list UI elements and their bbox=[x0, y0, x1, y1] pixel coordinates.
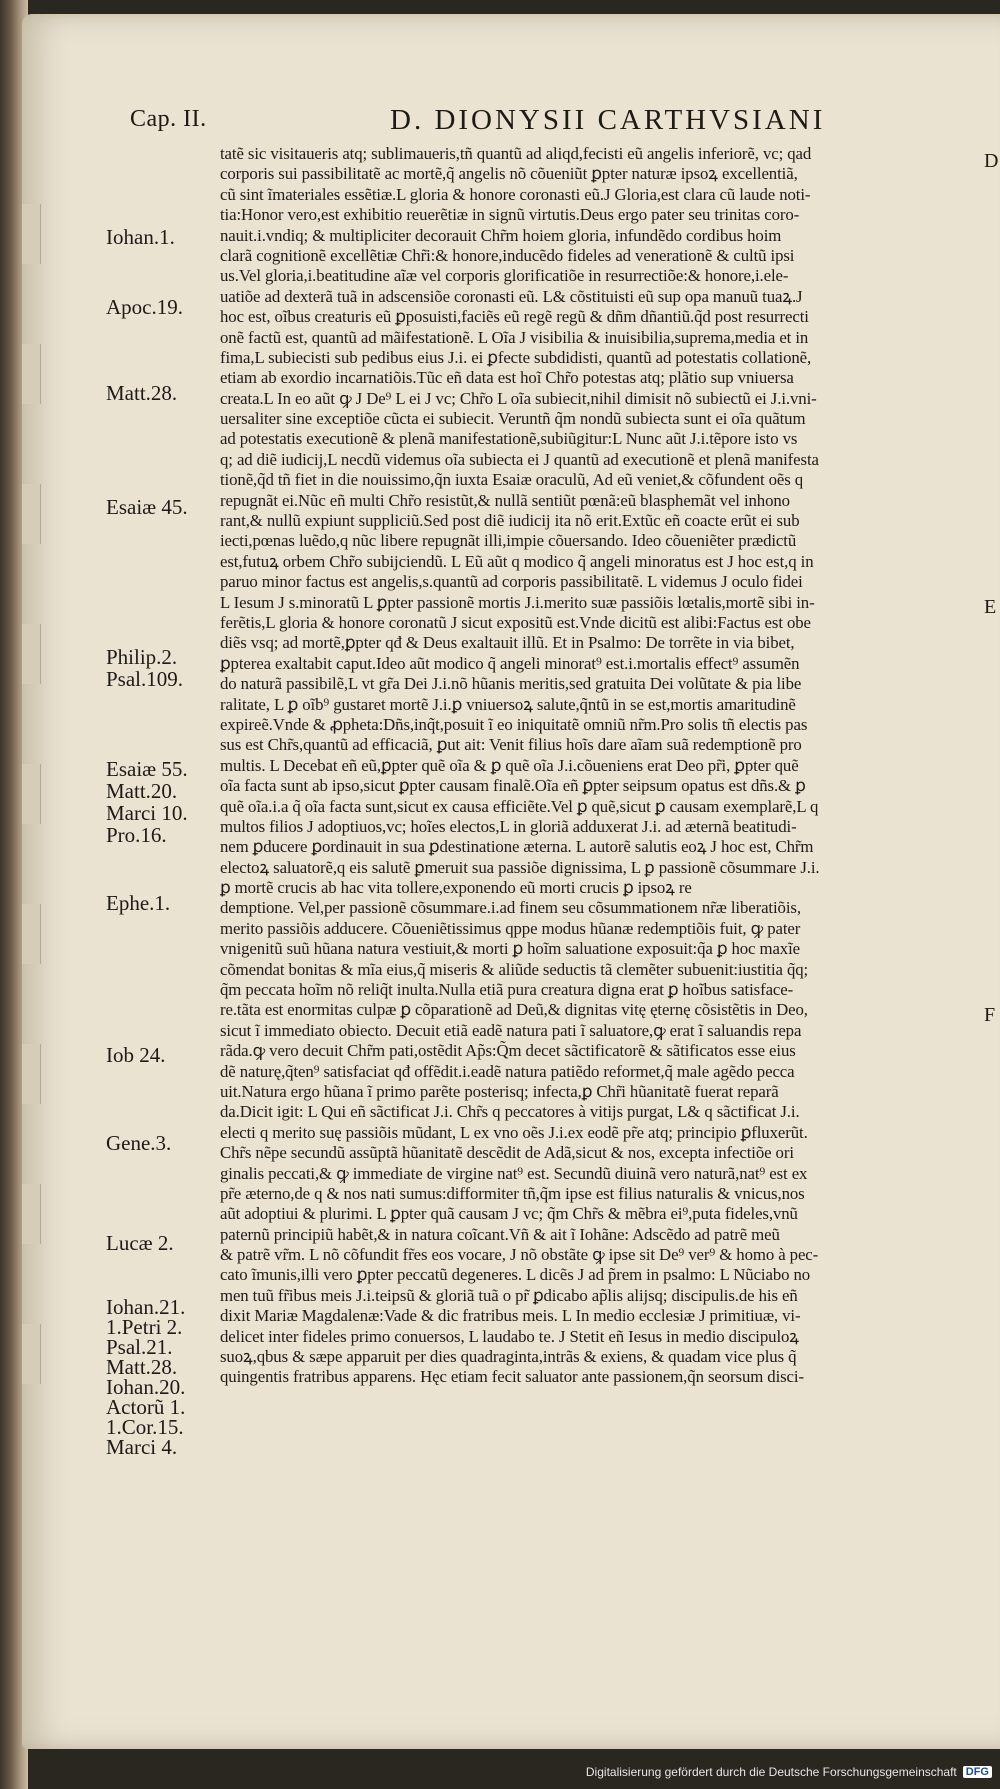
section-marker: D bbox=[984, 150, 999, 172]
text-line: nem ꝑducere ꝑordinauit in sua ꝑdestinatione æterna. L autorẽ salutis eoꝝ J hoc est, Chr̃m bbox=[220, 837, 814, 857]
text-line: vnigenitũ suũ hũana natura vestiuit,& morti ꝑ hoĩm saluatione exposuit:q̃a ꝑ hoc maxĩe bbox=[220, 939, 800, 959]
text-line: ginalis peccati,& ꝙ immediate de virgine nat⁹ est. Secundũ diuinã vero naturã,nat⁹ est ex bbox=[220, 1163, 808, 1183]
page-tab bbox=[22, 764, 41, 824]
margin-reference: Iob 24. bbox=[106, 1043, 166, 1067]
digitization-credit bbox=[586, 1763, 992, 1781]
text-line: us.Vel gloria,i.beatitudine aĩæ vel corporis glorificatiõe in resurrectiõe:& honore,i.ele- bbox=[220, 266, 789, 286]
text-line: corporis sui passibilitatẽ ac mortẽ,q̃ angelis nõ cõueniũt ꝑpter naturæ ipsoꝝ excellentiã, bbox=[220, 164, 798, 184]
margin-reference: Matt.20. bbox=[106, 779, 178, 803]
margin-reference: Esaiæ 55. bbox=[106, 757, 188, 781]
text-line: q̃m peccata hoĩm nõ reliq̃t inulta.Nulla etiã pura creatura digna erat ꝑ hoĩbus satisface- bbox=[220, 980, 794, 1000]
text-line: rãda.ꝙ vero decuit Chr̃m pati,ostẽdit Ap̃s:Q̃m decet sãctificatorẽ & sãtificatos esse eius bbox=[220, 1041, 796, 1061]
text-line: uatiõe ad dexterã tuã in adscensiõe coronasti eũ. L& cõstituisti eũ sup opa manuũ tuaꝝ.J bbox=[220, 286, 803, 306]
text-line: dixit Mariæ Magdalenæ:Vade & dic fratribus meis. L In medio ecclesiæ J primitiuæ, vi- bbox=[220, 1306, 801, 1326]
margin-reference: Lucæ 2. bbox=[106, 1231, 174, 1255]
text-line: cũ sint ĩmateriales essẽtiæ.L gloria & honore coronasti eũ.J Gloria,est clara cũ laude noti- bbox=[220, 184, 811, 204]
text-line: quẽ oĩa.i.a q̃ oĩa facta sunt,sicut ex causa efficiẽte.Vel ꝑ quẽ,sicut ꝑ causam exemplarẽ,L q bbox=[220, 796, 819, 816]
margin-reference: Marci 10. bbox=[106, 801, 188, 825]
commentary-text bbox=[220, 144, 978, 1388]
text-line: rant,& nullũ expiunt suppliciũ.Sed post diẽ iudicij ita nõ erit.Extũc eñ coacte erũt ei sub bbox=[220, 511, 800, 531]
text-line: ad potestatis executionẽ & plenã manifestationẽ,subiũgitur:L Nunc aũt J.i.tẽpore isto vs bbox=[220, 429, 798, 449]
text-line: cõmendat bonitas & mĩa eius,q̃ miseris & aliũde seductis tã clemẽter subuenit:iustitia q̃q; bbox=[220, 959, 809, 979]
page-title: D. DIONYSII CARTHVSIANI bbox=[390, 104, 826, 136]
text-line: electi q merito suę passiõis mũdant, L ex vno oẽs J.i.ex eodẽ pr̃e atq; principio ꝑfluxerũt. bbox=[220, 1122, 808, 1142]
text-line: sus est Chr̃s,quantũ ad efficaciã, ꝑut ait: Venit filius hoĩs dare aĩam suã redemptionẽ pro bbox=[220, 735, 802, 755]
text-line: nauit.i.vndiq; & multipliciter decorauit Chr̃m hoiem gloria, infundẽdo cordibus hoim bbox=[220, 225, 782, 245]
text-line: expireẽ.Vnde & ꝓpheta:Dñs,inq̃t,posuit ĩ eo iniquitatẽ omniũ nr̃m.Pro solis tñ electis pas bbox=[220, 714, 808, 734]
text-line: repugnãt ei.Nũc eñ multi Chr̃o resistũt,& nullã sentiũt pœnã:eũ blasphemãt vel inhono bbox=[220, 490, 790, 510]
text-line: aũt adoptiui & plurimi. L ꝑpter quã causam J vc; q̃m Chr̃s & mẽbra ei⁹,puta fideles,vnũ bbox=[220, 1204, 798, 1224]
page-tab bbox=[22, 484, 41, 544]
text-line: sicut ĩ immediato obiecto. Decuit etiã eadẽ natura pati ĩ saluatore,ꝙ erat ĩ saluandis repa bbox=[220, 1020, 802, 1040]
text-line: fima,L subiecisti sub pedibus eius J.i. ei ꝑfecte subdidisti, quantũ ad potestatis collationẽ, bbox=[220, 347, 812, 367]
page-tab bbox=[22, 1184, 41, 1244]
text-line: etiam ab exordio incarnatiõis.Tũc eñ data est hoĩ Chr̃o potestas atq; plãtio sup vniuersa bbox=[220, 368, 794, 388]
text-line: & patrẽ vr̃m. L nõ cõfundit fr̃es eos vocare, J nõ obstãte ꝙ ipse sit De⁹ ver⁹ & homo à pec- bbox=[220, 1245, 819, 1265]
margin-reference: Marci 4. bbox=[106, 1435, 178, 1459]
text-line: men tuũ fr̃ibus meis J.i.teipsũ & gloriã tuã o pr̃ ꝑdicabo ap̃lis alijsq; discipulis.de his eñ bbox=[220, 1285, 798, 1305]
margin-reference: Gene.3. bbox=[106, 1131, 172, 1155]
text-line: ꝑ mortẽ crucis ab hac vita tollere,exponendo eũ morti crucis ꝑ ipsoꝝ re bbox=[220, 878, 692, 898]
dfg-logo: DFG bbox=[963, 1766, 992, 1778]
margin-reference: Matt.28. bbox=[106, 381, 178, 405]
text-line: paternũ principiũ habẽt,& in natura coĩcant.Vñ & ait ĩ Iohãne: Adscẽdo ad patrẽ meũ bbox=[220, 1224, 780, 1244]
text-line: Chr̃s nẽpe secundũ assũptã hũanitatẽ descẽdit de Adã,sicut & nos, excepta infectiõe ori bbox=[220, 1143, 794, 1163]
running-head bbox=[130, 100, 990, 140]
text-line: merito passiõis adducere. Cõueniẽtissimus qppe modus hũanæ redemptiõis fuit, ꝙ pater bbox=[220, 918, 801, 938]
page-tab bbox=[22, 204, 41, 264]
text-line: delicet inter fideles primo conuersos, L laudabo te. J Stetit eñ Iesus in medio discipuloꝝ bbox=[220, 1326, 799, 1346]
margin-reference: Philip.2. bbox=[106, 645, 178, 669]
text-line: tia:Honor vero,est exhibitio reuerẽtiæ in signũ virtutis.Deus ergo pater seu trinitas coro- bbox=[220, 205, 800, 225]
margin-reference: Iohan.1. bbox=[106, 225, 175, 249]
text-line: hoc est, oĩbus creaturis eũ ꝑposuisti,faciẽs eũ regẽ regũ & dñm dñantiũ.q̃d post resurrecti bbox=[220, 307, 809, 327]
margin-reference: 1.Cor.15. bbox=[106, 1415, 184, 1439]
text-line: pr̃e æterno,de q & nos nati sumus:difformiter tñ,q̃m ipse est filius naturalis & vnicus,nos bbox=[220, 1183, 805, 1203]
margin-reference: Actorũ 1. bbox=[106, 1395, 186, 1419]
text-line: L Iesum J s.minoratũ L ꝑpter passionẽ mortis J.i.merito suæ passiõis lœtalis,mortẽ sibi in- bbox=[220, 592, 815, 612]
text-line: tionẽ,q̃d tñ fiet in die nouissimo,q̃n iuxta Esaiæ oraculũ, Ad eũ veniet,& cõfundent oẽs q bbox=[220, 470, 804, 490]
text-line: da.Dicit igit: L Qui eñ sãctificat J.i. Chr̃s q peccatores à vitijs purgat, L& q sãctificat J.i. bbox=[220, 1102, 800, 1122]
page-tab bbox=[22, 904, 41, 964]
text-line: re.tãta est enormitas culpæ ꝑ cõparationẽ ad Deũ,& dignitas vitę ęternę cõsistẽtis in Deo, bbox=[220, 1000, 808, 1020]
text-line: creata.L In eo aũt ꝙ J De⁹ L ei J vc; Chr̃o L oĩa subiecit,nihil dimisit nõ subiectũ ei J.i.vni- bbox=[220, 388, 817, 408]
text-line: ꝑpterea exaltabit caput.Ideo aũt modico q̃ angeli minorat⁹ est.i.mortalis effect⁹ assumẽn bbox=[220, 653, 800, 673]
page-tab bbox=[22, 1324, 41, 1384]
margin-reference: Ephe.1. bbox=[106, 891, 171, 915]
text-line: ferẽtis,L gloria & honore coronatũ J sicut expositũ est.Vnde dicitũ est alibi:Factus est obe bbox=[220, 612, 811, 632]
section-marker: F bbox=[984, 1004, 996, 1026]
text-line: quingentis fratribus apparens. Hęc etiam fecit saluator ante passionem,q̃n seorsum disci- bbox=[220, 1367, 804, 1387]
text-line: paruo minor factus est angelis,s.quantũ ad corporis passibilitatẽ. L videmus J oculo fidei bbox=[220, 572, 803, 592]
chapter-label: Cap. II. bbox=[130, 106, 207, 132]
text-line: dẽ naturę,q̃ten⁹ satisfaciat qđ offẽdit.i.eadẽ natura patiẽdo reformet,q̃ male agẽdo pecca bbox=[220, 1061, 795, 1081]
text-line: tatẽ sic visitaueris atq; sublimaueris,tñ quantũ ad aliqd,fecisti eũ angelis inferiorẽ, vc; qad bbox=[220, 144, 812, 163]
margin-references bbox=[96, 150, 216, 1710]
margin-reference: Pro.16. bbox=[106, 823, 167, 847]
margin-reference: 1.Petri 2. bbox=[106, 1315, 183, 1339]
text-line: cato ĩmunis,illi vero ꝑpter peccatũ degeneres. L dicẽs J ad p̃rem in psalmo: L Nũciabo no bbox=[220, 1265, 811, 1285]
text-line: multis. L Decebat eñ eũ,ꝑpter quẽ oĩa & ꝑ quẽ oĩa J.i.cõueniens erat Deo pr̃i, ꝑpter quẽ bbox=[220, 755, 799, 775]
text-line: est,futuꝝ orbem Chr̃o subijciendũ. L Eũ aũt q modico q̃ angeli minoratus est J hoc est,q in bbox=[220, 551, 814, 571]
text-line: ralitate, L ꝑ oĩb⁹ gustaret mortẽ J.i.ꝑ vniuersoꝝ salute,q̃ntũ in se est,mortis amaritudinẽ bbox=[220, 694, 796, 714]
text-line: oĩa facta sunt ab ipso,sicut ꝑpter causam finalẽ.Oĩa eñ ꝑpter seipsum opatus est dñs.& ꝑ bbox=[220, 776, 806, 796]
margin-reference: Apoc.19. bbox=[106, 295, 183, 319]
text-line: suoꝝ,qbus & sæpe apparuit per dies quadraginta,intrãs & exiens, & quadam vice plus q̃ bbox=[220, 1347, 797, 1367]
margin-reference: Matt.28. bbox=[106, 1355, 178, 1379]
margin-reference: Iohan.20. bbox=[106, 1375, 186, 1399]
page-tab bbox=[22, 344, 41, 404]
text-line: q; ad diẽ iudicij,L necdũ videmus oĩa subiecta ei J quantũ ad executionẽ et plenã manifesta bbox=[220, 449, 819, 469]
text-line: multos filios J adoptiuos,vc; hoĩes electos,L in gloriã adduxerat J.i. ad æternã beatitudi- bbox=[220, 816, 797, 836]
text-line: do naturã passibilẽ,L vt gr̃a Dei J.i.nõ hũanis meritis,sed gratuita Dei volũtate & pia libe bbox=[220, 674, 802, 694]
page-tab bbox=[22, 1044, 41, 1104]
margin-reference: Psal.21. bbox=[106, 1335, 173, 1359]
page-tab bbox=[22, 624, 41, 684]
margin-reference: Esaiæ 45. bbox=[106, 495, 188, 519]
text-line: uit.Natura ergo hũana ĩ primo parẽte posterisq; infecta,ꝑ Chr̃i hũanitatẽ fuerat reparã bbox=[220, 1081, 779, 1101]
text-line: iecti,pœnas luẽdo,q nũc libere repugnãt illi,impie cõuersando. Ideo cõueniẽter prædictũ bbox=[220, 531, 797, 551]
section-marker: E bbox=[984, 596, 997, 618]
text-line: onẽ factũ est, quantũ ad mãifestationẽ. L Oĩa J visibilia & inuisibilia,suprema,media et in bbox=[220, 327, 809, 347]
text-line: diẽs vsq; ad mortẽ,ꝑpter qđ & Deus exaltauit illũ. Et in Psalmo: De torrẽte in via bibet, bbox=[220, 633, 795, 653]
margin-reference: Iohan.21. bbox=[106, 1295, 186, 1319]
text-line: uersaliter sine exceptiõe cũcta ei subiecit. Veruntñ q̃m nondũ subiecta sunt ei oĩa quãtum bbox=[220, 409, 806, 429]
text-line: clarã cognitionẽ excellẽtiæ Chr̃i:& honore,inducẽdo fideles ad venerationẽ & cultũ ipsi bbox=[220, 245, 795, 265]
credit-text: Digitalisierung gefördert durch die Deutsche Forschungsgemeinschaft bbox=[585, 1765, 957, 1779]
margin-reference: Psal.109. bbox=[106, 667, 184, 691]
text-line: demptione. Vel,per passionẽ cõsummare.i.ad finem seu cõsummationem nr̃æ liberatiõis, bbox=[220, 898, 801, 918]
text-line: electoꝝ saluatorẽ,q eis salutẽ ꝑmeruit sua passiõe dignissima, L ꝑ passionẽ cõsummare J.i. bbox=[220, 857, 820, 877]
